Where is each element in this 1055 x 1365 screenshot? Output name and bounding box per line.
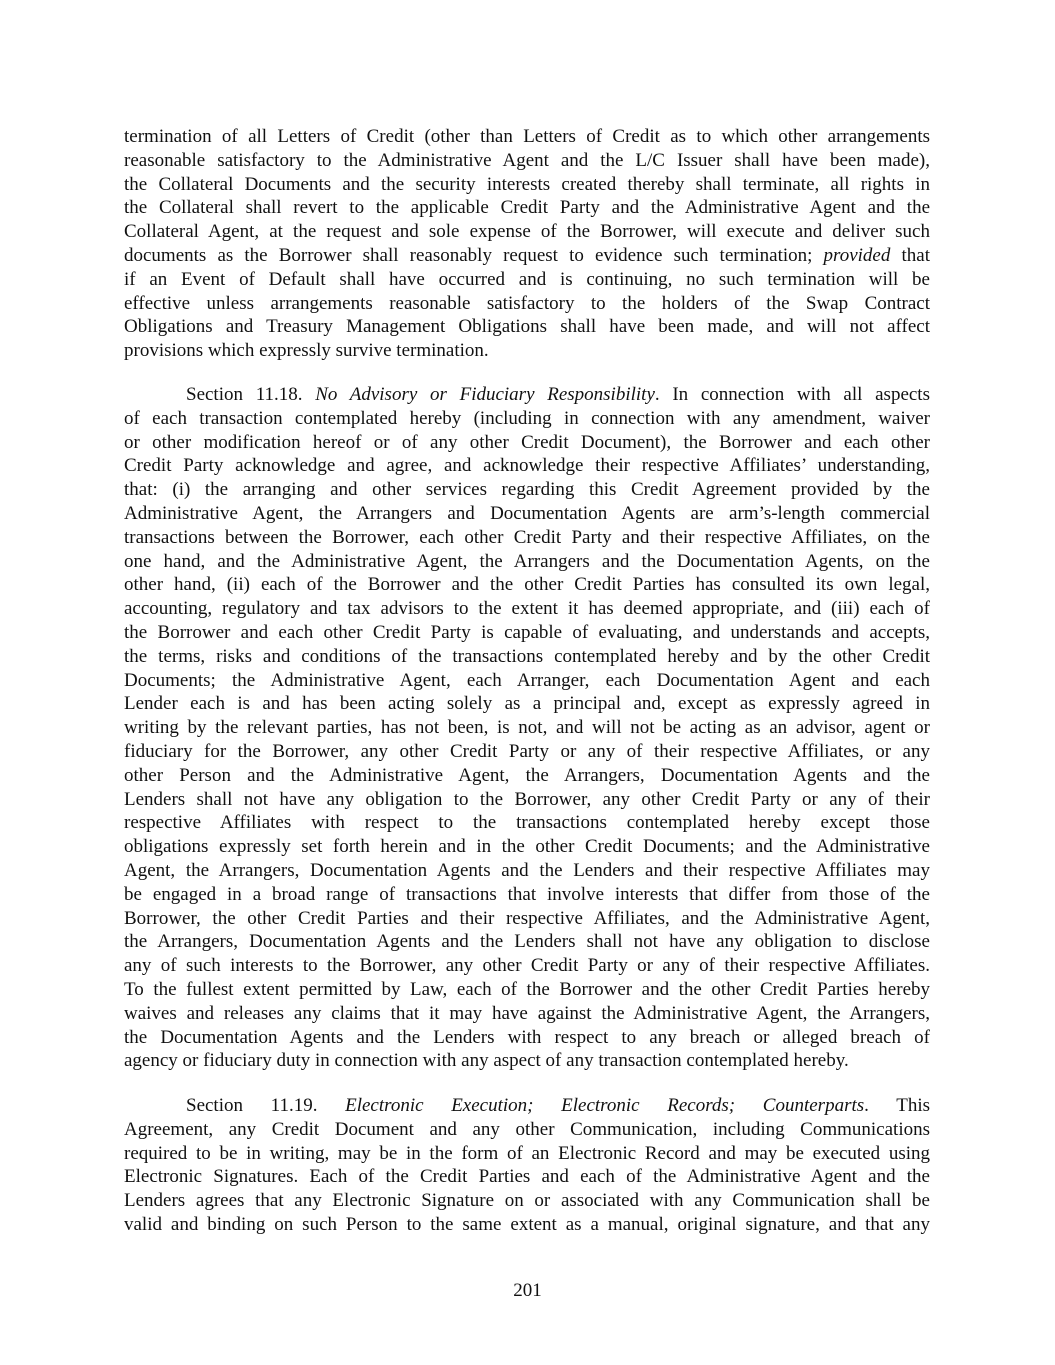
text-line: of each transaction contemplated hereby (including in connection with any amendment, waiver (124, 407, 930, 429)
text-line: Lender each is and has been acting solely as a principal and, except as expressly agreed in (124, 693, 930, 715)
text-line: other hand, (ii) each of the Borrower and the other Credit Parties has consulted its own legal, (124, 574, 930, 596)
page-number: 201 (513, 1280, 542, 1301)
paragraph-termination (124, 125, 930, 363)
text-line (124, 383, 930, 407)
text-line: the Collateral shall revert to the applicable Credit Party and the Administrative Agent and the (124, 197, 930, 219)
text-line: fiduciary for the Borrower, any other Credit Party or any of their respective Affiliates, or any (124, 740, 930, 762)
text-line: one hand, and the Administrative Agent, the Arrangers and the Documentation Agents, on the (124, 550, 930, 572)
text-line (124, 1094, 930, 1118)
italic-text: Electronic Execution; Electronic Records; Counterparts (345, 1095, 865, 1116)
text-line: reasonable satisfactory to the Administrative Agent and the L/C Issuer shall have been made), (124, 149, 930, 171)
text-line: the Collateral Documents and the security interests created thereby shall terminate, all rights in (124, 173, 930, 195)
text-line: Electronic Signatures. Each of the Credit Parties and each of the Administrative Agent and the (124, 1166, 930, 1188)
text-line: provisions which expressly survive termination. (124, 340, 489, 362)
text-segment: documents as the Borrower shall reasonably request to evidence such termination; (124, 244, 824, 266)
text-line: Administrative Agent, the Arrangers and Documentation Agents are arm’s-length commercial (124, 502, 930, 524)
text-line: respective Affiliates with respect to the transactions contemplated hereby except those (124, 812, 930, 834)
text-line: that: (i) the arranging and other services regarding this Credit Agreement provided by the (124, 479, 930, 501)
section-11-19-electronic-execution (124, 1094, 930, 1237)
text-line: or other modification hereof or of any other Credit Document), the Borrower and each other (124, 431, 930, 453)
text-line: Lenders shall not have any obligation to the Borrower, any other Credit Party or any of their (124, 788, 930, 810)
text-line: termination of all Letters of Credit (other than Letters of Credit as to which other arrangements (124, 126, 930, 147)
text-line: Borrower, the other Credit Parties and their respective Affiliates, and the Administrative Agent, (124, 907, 930, 929)
section-11-18-no-advisory-responsibility (124, 383, 930, 1073)
text-line: the terms, risks and conditions of the transactions contemplated hereby and by the other Credit (124, 645, 930, 667)
text-line: required to be in writing, may be in the form of an Electronic Record and may be executed using (124, 1142, 930, 1164)
text-segment: that (890, 244, 930, 266)
text-line: Documents; the Administrative Agent, each Arranger, each Documentation Agent and each (124, 669, 930, 691)
text-line: Lenders agrees that any Electronic Signature on or associated with any Communication shall be (124, 1190, 930, 1212)
italic-text: provided (823, 244, 891, 266)
text-line: writing by the relevant parties, has not been, is not, and will not be acting as an advisor, agent or (124, 717, 930, 739)
text-line: waives and releases any claims that it may have against the Administrative Agent, the Arrangers, (124, 1002, 930, 1024)
text-segment: . In connection with all aspects (654, 384, 930, 405)
text-line: other Person and the Administrative Agent, the Arrangers, Documentation Agents and the (124, 764, 930, 786)
text-segment: Section 11.18. (186, 384, 316, 405)
text-line: obligations expressly set forth herein and in the other Credit Documents; and the Administrative (124, 836, 930, 858)
text-line: the Documentation Agents and the Lenders with respect to any breach or alleged breach of (124, 1026, 930, 1048)
text-segment: Section 11.19. (186, 1095, 346, 1116)
text-line: valid and binding on such Person to the same extent as a manual, original signature, and that any (124, 1213, 930, 1235)
text-line: effective unless arrangements reasonable satisfactory to the holders of the Swap Contract (124, 292, 930, 314)
text-line: To the fullest extent permitted by Law, each of the Borrower and the other Credit Parties hereby (124, 978, 930, 1000)
text-line: any of such interests to the Borrower, any other Credit Party or any of their respective Affiliates. (124, 955, 930, 977)
text-line: Collateral Agent, at the request and sole expense of the Borrower, will execute and deliver such (124, 221, 930, 243)
text-line: transactions between the Borrower, each other Credit Party and their respective Affiliates, on the (124, 526, 930, 548)
text-line: the Borrower and each other Credit Party is capable of evaluating, and understands and accepts, (124, 621, 930, 643)
text-line: Agreement, any Credit Document and any other Communication, including Communications (124, 1118, 930, 1140)
text-segment: . This (864, 1095, 930, 1116)
text-line: Obligations and Treasury Management Obligations shall have been made, and will not affect (124, 316, 930, 338)
text-line: if an Event of Default shall have occurred and is continuing, no such termination will be (124, 268, 930, 290)
italic-text: No Advisory or Fiduciary Responsibility (315, 384, 655, 405)
text-line: agency or fiduciary duty in connection with any aspect of any transaction contemplated hereby. (124, 1050, 849, 1072)
text-line: the Arrangers, Documentation Agents and the Lenders shall not have any obligation to disclose (124, 931, 930, 953)
text-line: Agent, the Arrangers, Documentation Agents and the Lenders and their respective Affiliates may (124, 859, 930, 881)
text-line: be engaged in a broad range of transactions that involve interests that differ from those of the (124, 883, 930, 905)
text-line: Credit Party acknowledge and agree, and acknowledge their respective Affiliates’ understanding, (124, 455, 930, 477)
text-line: accounting, regulatory and tax advisors to the extent it has deemed appropriate, and (iii) each of (124, 598, 930, 620)
text-line (124, 244, 930, 268)
